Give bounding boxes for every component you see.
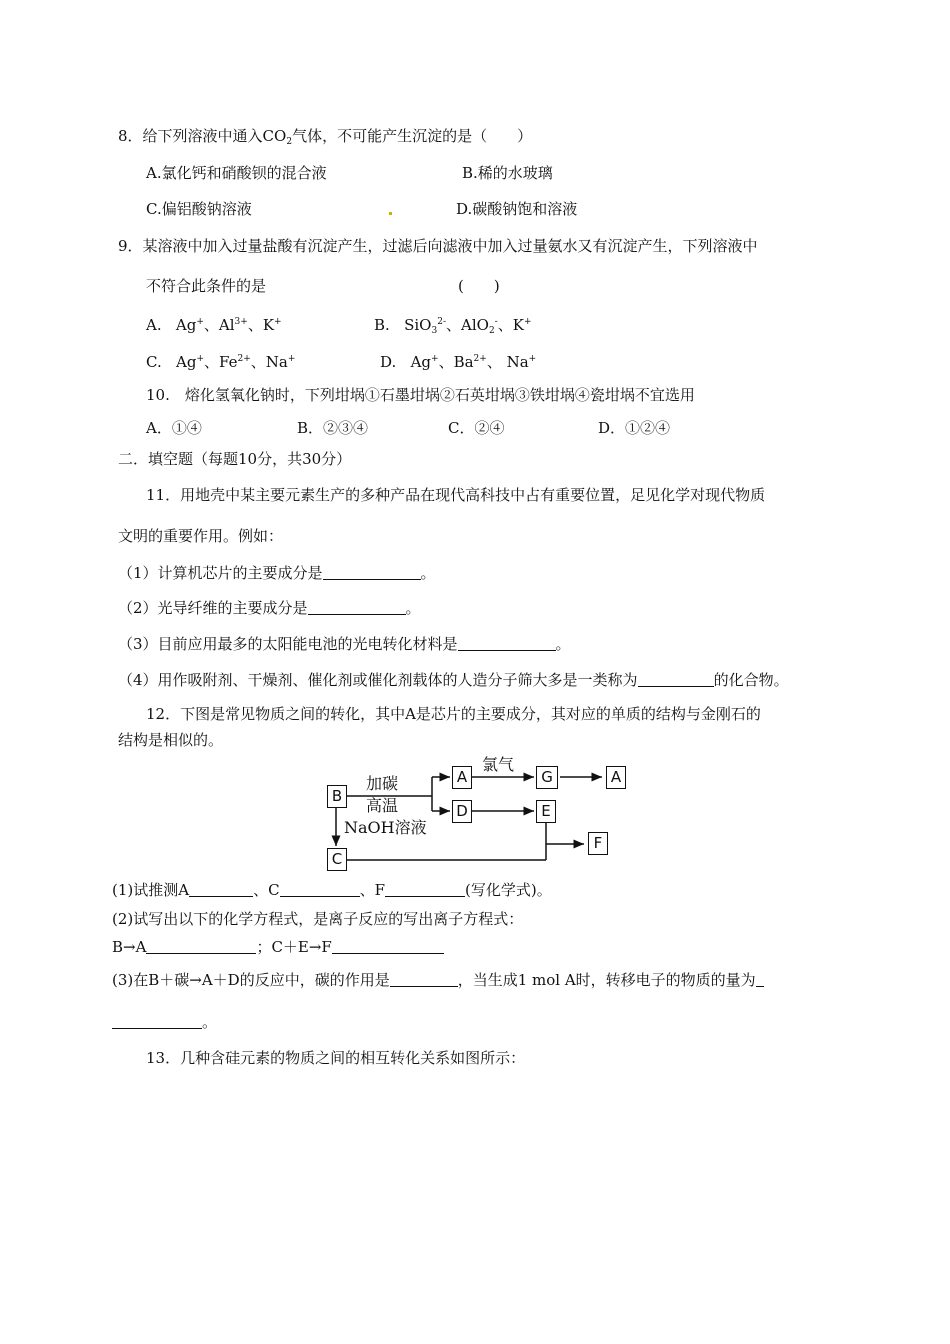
answer-blank[interactable] (280, 882, 360, 897)
q10-option-a: A．①④ (146, 419, 202, 437)
q11-stem-line1: 11．用地壳中某主要元素生产的多种产品在现代高科技中占有重要位置，足见化学对现代物质 (146, 486, 766, 504)
q13-stem: 13．几种含硅元素的物质之间的相互转化关系如图所示： (146, 1049, 526, 1067)
q9-stem-line1: 9．某溶液中加入过量盐酸有沉淀产生，过滤后向滤液中加入过量氨水又有沉淀产生，下列溶液中 (118, 237, 758, 255)
q9-option-c: C. Ag+、$Fe^{2+}$、Na+ (146, 353, 296, 371)
node-e: E (536, 800, 556, 823)
answer-blank[interactable] (756, 972, 764, 987)
q11-item-3: （3）目前应用最多的太阳能电池的光电转化材料是 。 (118, 635, 571, 653)
condition-naoh: NaOH溶液 (344, 818, 427, 837)
q9-answer-paren: ( ) (458, 277, 500, 295)
node-g: G (536, 766, 558, 789)
q9-stem-line2: 不符合此条件的是 (146, 277, 267, 295)
q10-option-c: C．②④ (448, 419, 505, 437)
section-heading-fill-in: 二．填空题（每题10分，共30分） (118, 450, 352, 468)
q9-option-d: D. Ag+、$Ba^{2+}$、 Na+ (380, 353, 537, 371)
condition-high-temp: 高温 (366, 796, 399, 815)
q9-option-b: B. SiO$_3^{2-}$、AlO$_2$-、K+ (374, 316, 532, 336)
q12-stem-line1: 12．下图是常见物质之间的转化，其中A是芯片的主要成分，其对应的单质的结构与金刚石的 (146, 705, 761, 723)
answer-blank[interactable] (112, 1014, 202, 1029)
stray-dot (389, 212, 392, 215)
q11-stem-line2: 文明的重要作用。例如： (118, 527, 284, 545)
q12-stem-line2: 结构是相似的。 (118, 731, 224, 749)
node-a: A (452, 766, 472, 789)
q11-item-1: （1）计算机芯片的主要成分是 。 (118, 564, 436, 582)
answer-blank[interactable] (385, 882, 465, 897)
q8-stem: 8．给下列溶液中通入$CO_2$气体，不可能产生沉淀的是（ ） (118, 127, 533, 147)
answer-blank[interactable] (638, 672, 714, 687)
q8-option-d: D.碳酸钠饱和溶液 (456, 200, 578, 218)
q12-part2: (2)试写出以下的化学方程式，是离子反应的写出离子方程式： (112, 910, 524, 928)
q11-item-2: （2）光导纤维的主要成分是 。 (118, 599, 421, 617)
condition-add-carbon: 加碳 (366, 774, 399, 793)
answer-blank[interactable] (332, 939, 444, 954)
q12-part2-equations: B→A ；C＋E→F (112, 937, 444, 957)
q10-stem: 10. 熔化氢氧化钠时，下列坩埚①石墨坩埚②石英坩埚③铁坩埚④瓷坩埚不宜选用 (146, 386, 695, 404)
answer-blank[interactable] (146, 939, 256, 954)
node-c: C (327, 848, 347, 871)
answer-blank[interactable] (458, 636, 556, 651)
node-f: F (588, 832, 608, 855)
condition-chlorine: 氯气 (482, 755, 515, 774)
q11-item-4: （4）用作吸附剂、干燥剂、催化剂或催化剂载体的人造分子筛大多是一类称为 的化合物。 (118, 671, 789, 689)
q10-option-b: B．②③④ (297, 419, 369, 437)
node-d: D (452, 800, 472, 823)
answer-blank[interactable] (308, 600, 406, 615)
q10-option-d: D．①②④ (598, 419, 671, 437)
answer-blank[interactable] (323, 565, 421, 580)
q9-option-a: A. Ag+、$Al^{3+}$、K+ (146, 316, 282, 334)
q8-option-c: C.偏铝酸钠溶液 (146, 200, 252, 218)
node-b: B (327, 785, 347, 808)
q8-option-a: A.氯化钙和硝酸钡的混合液 (146, 164, 327, 182)
q8-option-b: B.稀的水玻璃 (462, 164, 553, 182)
q12-part3-continued: 。 (112, 1012, 217, 1032)
q12-part1: (1)试推测A 、C 、F (写化学式)。 (112, 881, 552, 899)
node-a-final: A (606, 766, 626, 789)
answer-blank[interactable] (189, 882, 253, 897)
q12-part3: (3)在B＋碳→A＋D的反应中，碳的作用是 ，当生成1 mol A时，转移电子的物质的量为 (112, 970, 764, 990)
answer-blank[interactable] (390, 972, 458, 987)
